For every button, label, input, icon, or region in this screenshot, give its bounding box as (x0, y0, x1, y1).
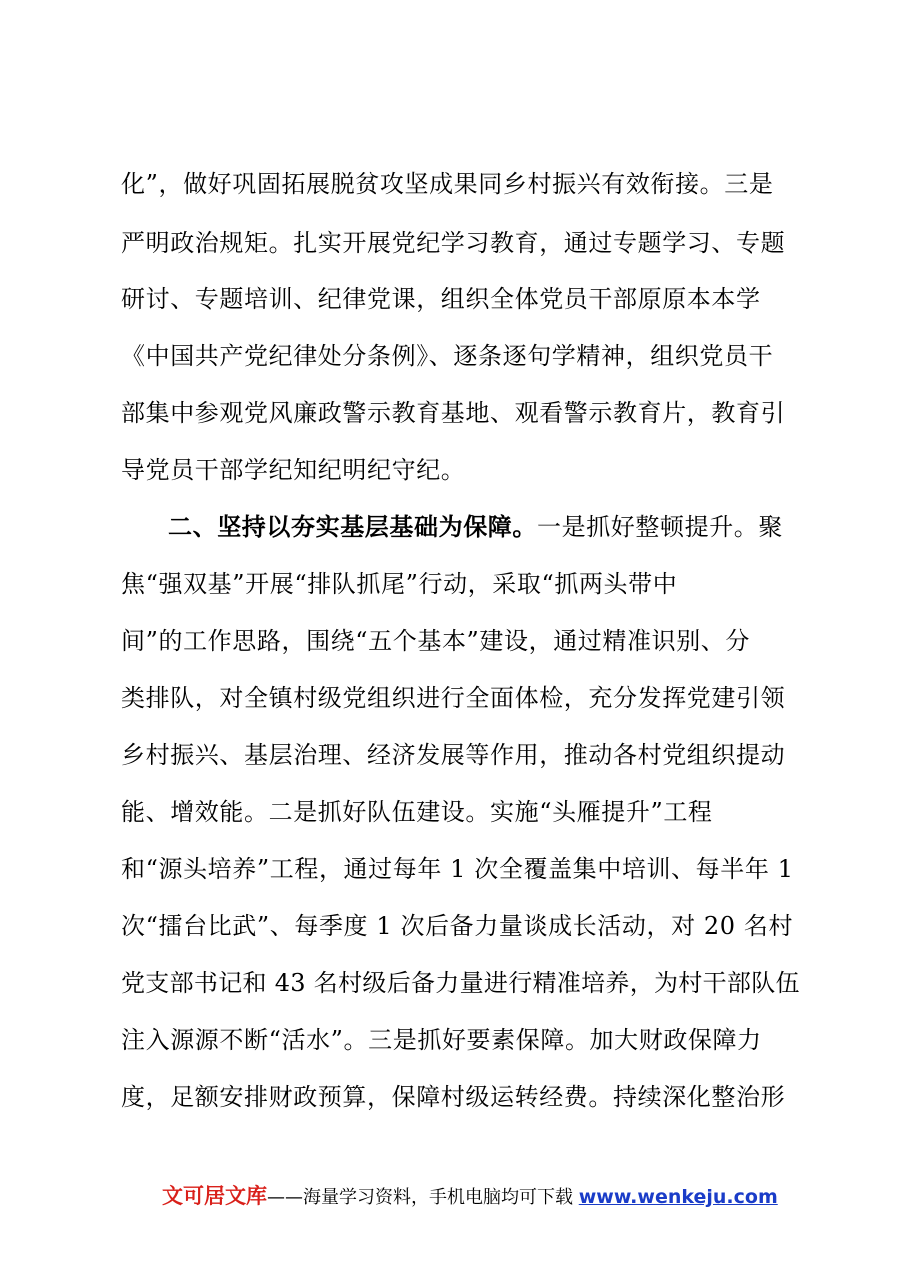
body-line: 严明政治规矩。扎实开展党纪学习教育，通过专题学习、专题 (121, 229, 786, 257)
body-line: 度，足额安排财政预算，保障村级运转经费。持续深化整治形 (121, 1083, 786, 1111)
footer-watermark (162, 1181, 802, 1211)
footer-url-link[interactable]: www.wenkeju.com (578, 1186, 778, 1208)
body-line: 化”，做好巩固拓展脱贫攻坚成果同乡村振兴有效衔接。三是 (121, 170, 774, 198)
body-line: 部集中参观党风廉政警示教育基地、观看警示教育片，教育引 (121, 399, 786, 427)
section-2-first-rest: 一是抓好整顿提升。聚 (537, 513, 783, 541)
footer-dash: —— (267, 1187, 303, 1208)
body-line: 研讨、专题培训、纪律党课，组织全体党员干部原原本本学 (121, 285, 761, 313)
footer-slogan: 海量学习资料，手机电脑均可下载 (303, 1187, 573, 1208)
section-2-heading: 二、坚持以夯实基层基础为保障。 (168, 512, 537, 541)
body-line: 注入源源不断“活水”。三是抓好要素保障。加大财政保障力 (121, 1026, 762, 1054)
body-line: 导党员干部学纪知纪明纪守纪。 (121, 456, 466, 484)
body-line: 类排队，对全镇村级党组织进行全面体检，充分发挥党建引领 (121, 684, 786, 712)
footer-brand: 文可居文库 (162, 1184, 267, 1208)
section-2-first-line (168, 511, 783, 543)
body-line: 党支部书记和 43 名村级后备力量进行精准培养，为村干部队伍 (121, 969, 800, 997)
body-line: 《中国共产党纪律处分条例》、逐条逐句学精神，组织党员干 (121, 342, 774, 370)
body-line: 能、增效能。二是抓好队伍建设。实施“头雁提升”工程 (121, 798, 713, 826)
body-line: 次“擂台比武”、每季度 1 次后备力量谈成长活动，对 20 名村 (121, 912, 794, 940)
body-line: 焦“强双基”开展“排队抓尾”行动，采取“抓两头带中 (121, 570, 678, 598)
body-line: 乡村振兴、基层治理、经济发展等作用，推动各村党组织提动 (121, 741, 786, 769)
body-line: 间”的工作思路，围绕“五个基本”建设，通过精准识别、分 (121, 627, 751, 655)
body-line: 和“源头培养”工程，通过每年 1 次全覆盖集中培训、每半年 1 (121, 855, 794, 883)
